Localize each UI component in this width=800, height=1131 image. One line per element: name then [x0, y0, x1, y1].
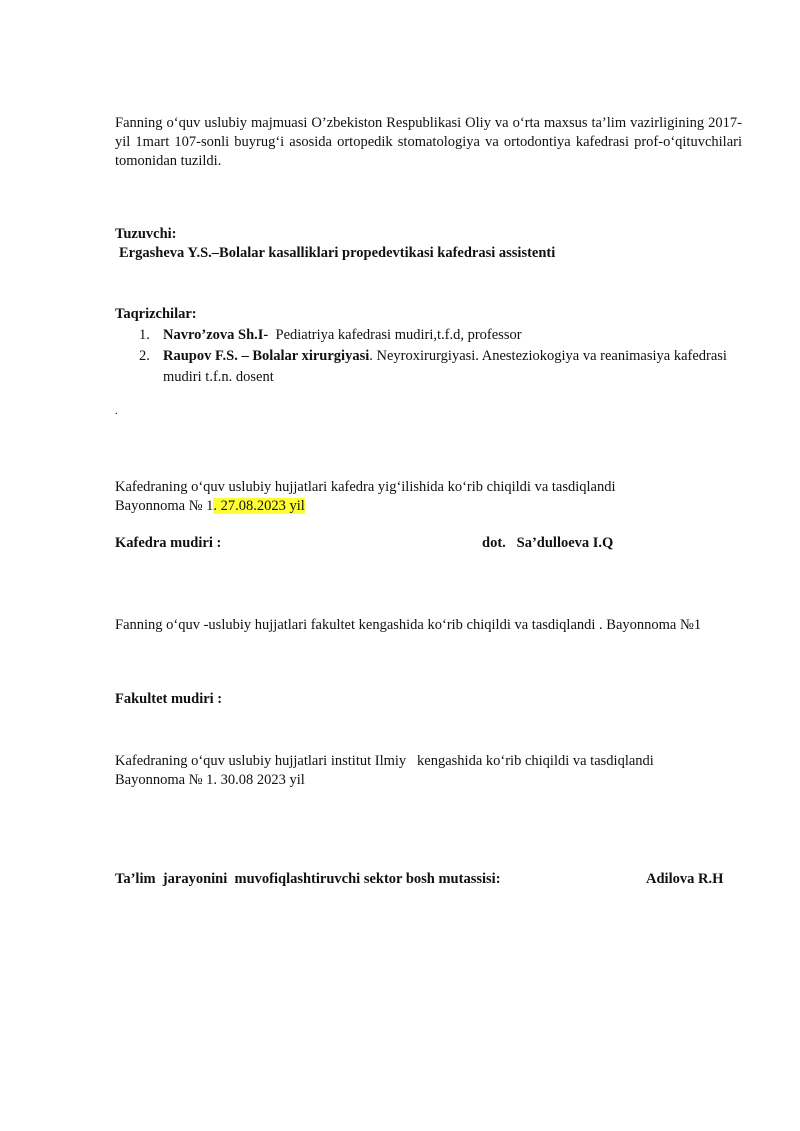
- kafedra-approval: [115, 478, 742, 516]
- kafedra-head-label: Kafedra mudiri :: [115, 535, 222, 551]
- composer-heading: Tuzuvchi:: [115, 226, 177, 242]
- institute-protocol: Bayonnoma № 1. 30.08 2023 yil: [115, 772, 305, 788]
- sector-head-label: Ta’lim jarayonini muvofiqlashtiruvchi sektor bosh mutassisi:: [115, 871, 501, 887]
- institute-approval: [115, 752, 742, 790]
- kafedra-approval-text: Kafedraning o‘quv uslubiy hujjatlari kafedra yig‘ilishida ko‘rib chiqildi va tasdiqlandi: [115, 479, 616, 495]
- kafedra-head-name: dot. Sa’dulloeva I.Q: [482, 535, 614, 551]
- reviewers-list-container: [115, 325, 742, 388]
- sector-head-name: Adilova R.H: [646, 871, 724, 887]
- protocol-date-highlight: . 27.08.2023 yil: [213, 498, 305, 514]
- kafedra-head-row: [115, 533, 742, 553]
- intro-paragraph: Fanning o‘quv uslubiy majmuasi O’zbekiston Respublikasi Oliy va o‘rta maxsus ta’lim vazirligining 2017-yil 1mart 107-sonli buyrug‘i asosida ortopedik stomatologiya va ortodontiya kafedrasi prof-o‘qituvchilari tomonidan tuzildi.: [115, 115, 742, 169]
- protocol-prefix: Bayonnoma № 1: [115, 498, 214, 514]
- reviewer-item-2: [115, 346, 742, 388]
- reviewer-name: Navro’zova Sh.I-: [163, 327, 269, 343]
- institute-approval-text: Kafedraning o‘quv uslubiy hujjatlari institut Ilmiy kengashida ko‘rib chiqildi va tasdiqlandi: [115, 753, 654, 769]
- faculty-approval: Fanning o‘quv -uslubiy hujjatlari fakultet kengashida ko‘rib chiqildi va tasdiqlandi . Bayonnoma №1: [115, 617, 702, 633]
- composer-name: Ergasheva Y.S.–Bolalar kasalliklari propedevtikasi kafedrasi assistenti: [119, 245, 556, 261]
- reviewer-title: Pediatriya kafedrasi mudiri,t.f.d, professor: [268, 327, 522, 343]
- reviewers-list: [115, 325, 742, 388]
- kafedra-protocol: [115, 497, 742, 516]
- reviewer-item-1: [115, 325, 742, 346]
- list-number: 1.: [139, 327, 150, 343]
- stray-mark: .: [115, 405, 118, 417]
- reviewer-name: Raupov F.S. – Bolalar xirurgiyasi: [163, 348, 370, 364]
- list-number: 2.: [139, 348, 150, 364]
- reviewers-heading: Taqrizchilar:: [115, 306, 197, 322]
- sector-head-row: [115, 869, 742, 889]
- reviewer-title: . Neyroxirurgiyasi. Anesteziokogiya va reanimasiya kafedrasi mudiri t.f.n. dosent: [163, 348, 727, 385]
- faculty-head-label: Fakultet mudiri :: [115, 691, 223, 707]
